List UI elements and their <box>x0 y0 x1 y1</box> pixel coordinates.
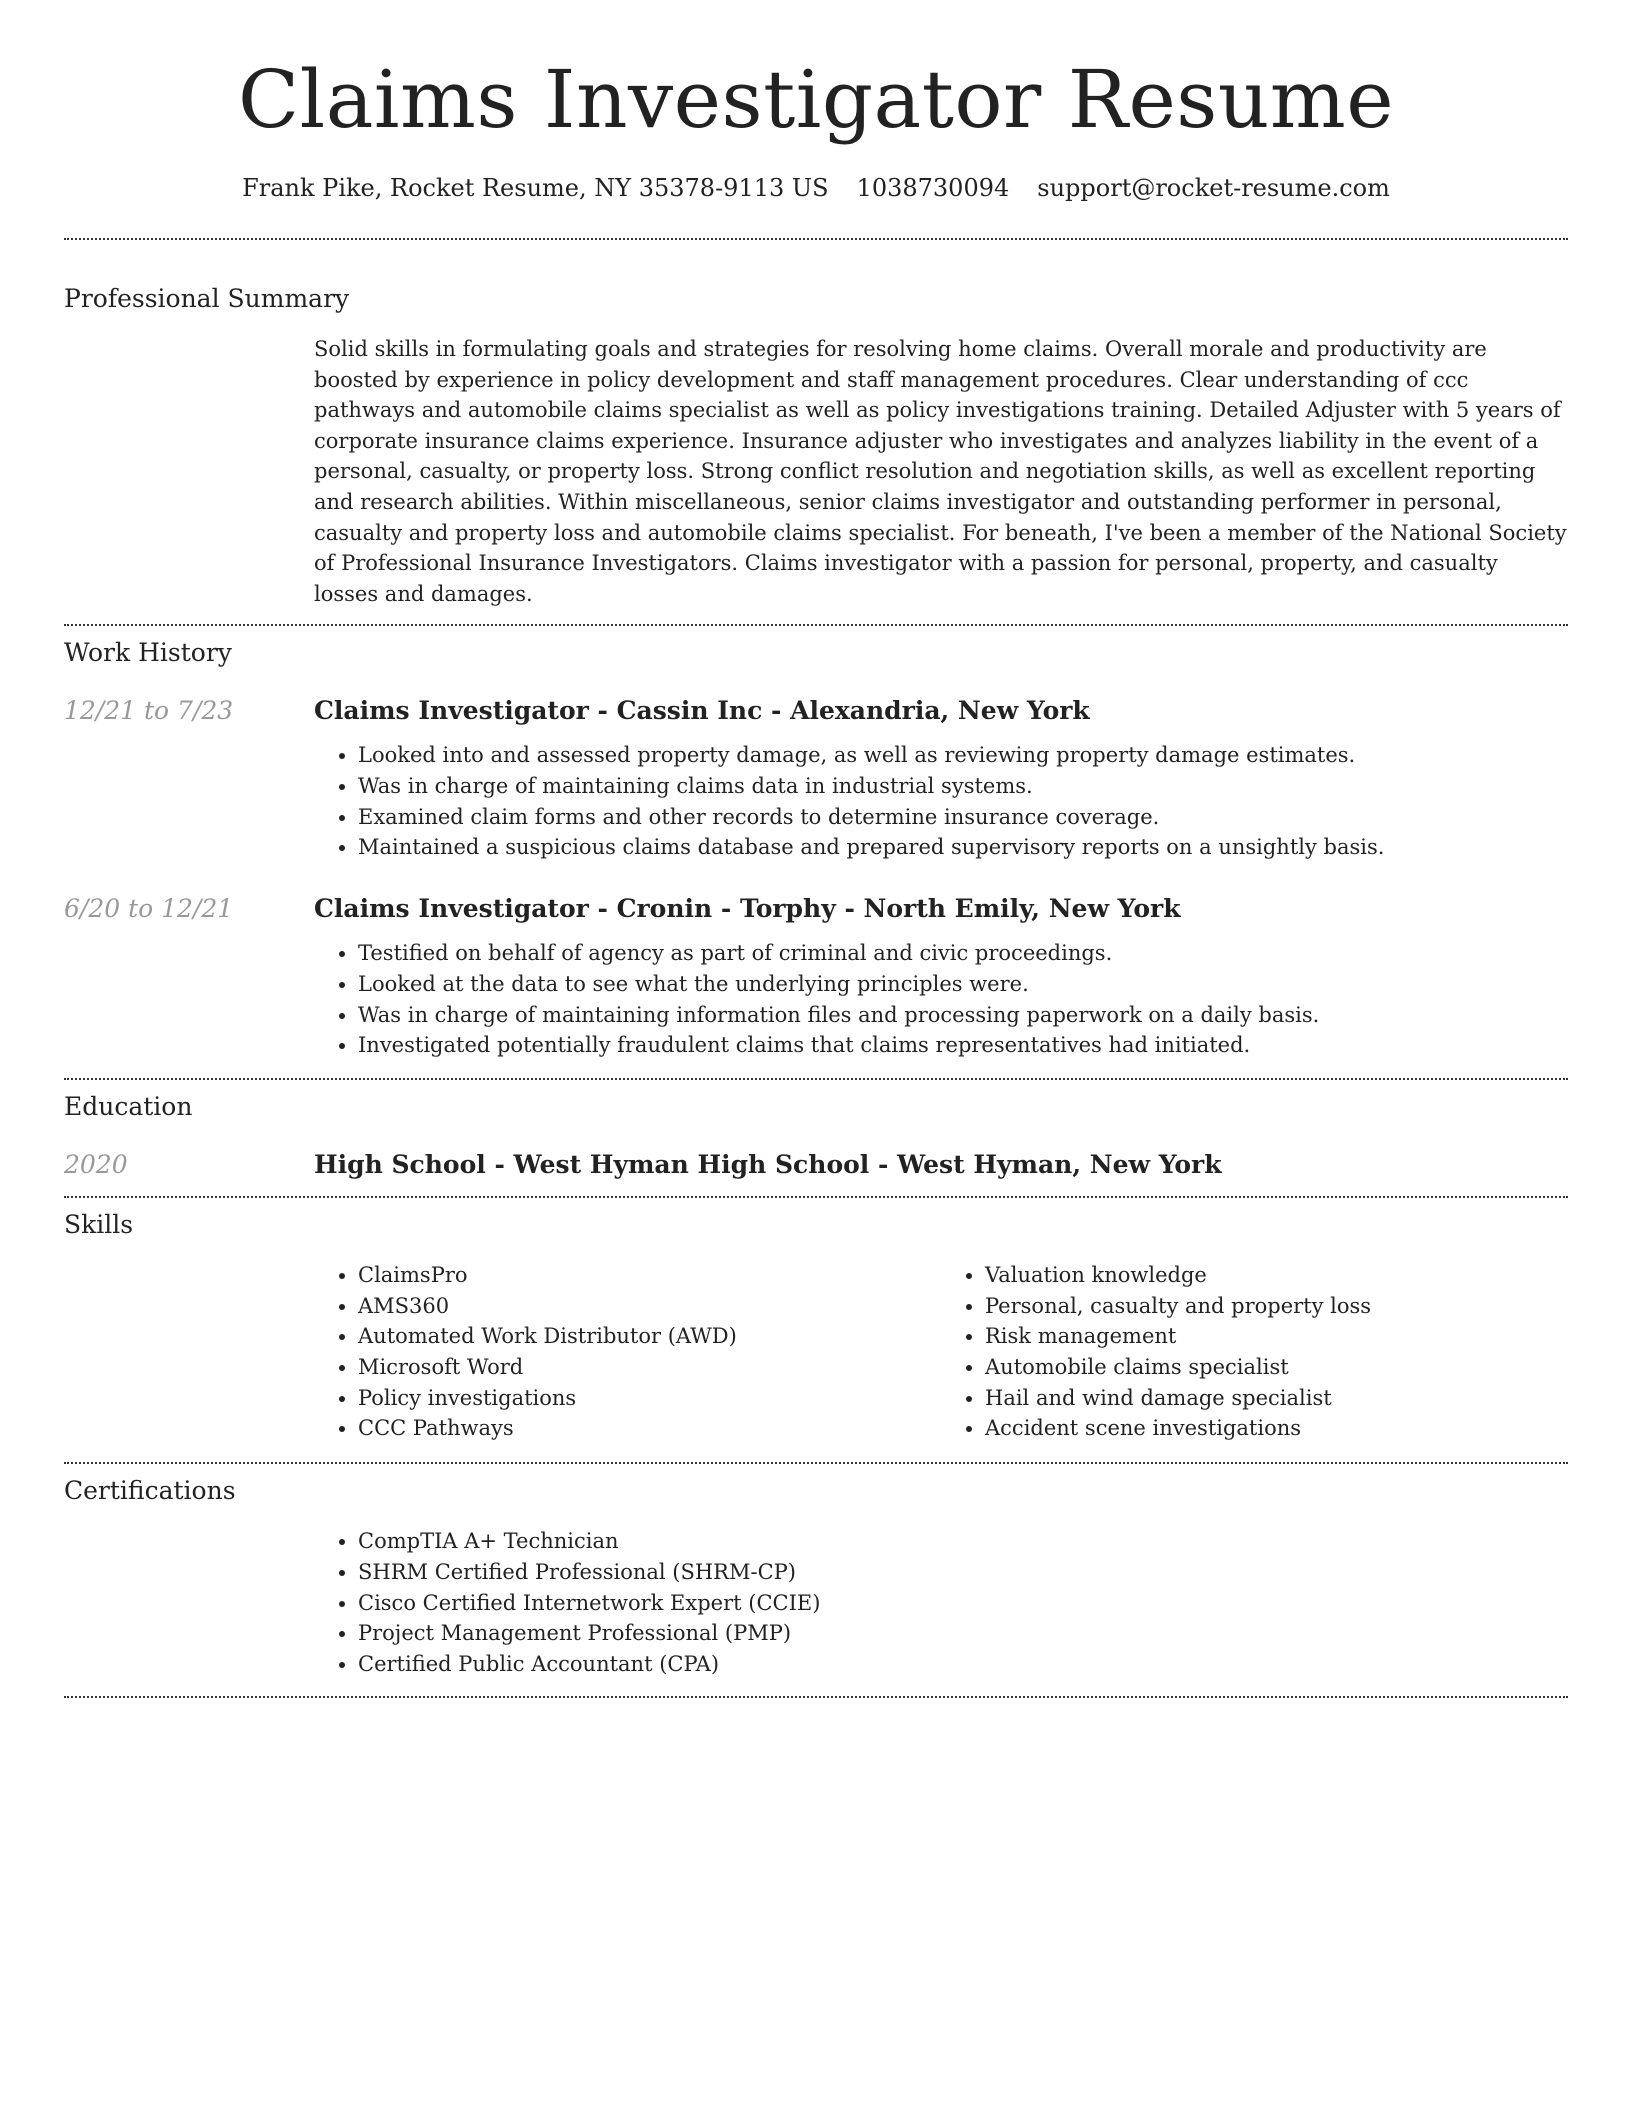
skill-item: • AMS360 <box>358 1291 941 1322</box>
certification-item: • Cisco Certified Internetwork Expert (CCIE) <box>358 1588 1568 1619</box>
skill-item: • Policy investigations <box>358 1383 941 1414</box>
job-bullets <box>314 740 1568 863</box>
job-bullet: • Maintained a suspicious claims database and prepared supervisory reports on a unsightly basis. <box>358 832 1568 863</box>
summary-text: Solid skills in formulating goals and strategies for resolving home claims. Overall morale and productivity are boosted by experience in policy development and staff management procedures. Clear understanding of ccc pathways and automobile claims specialist as well as policy investigations training. Detailed Adjuster with 5 years of corporate insurance claims experience. Insurance adjuster who investigates and analyzes liability in the event of a personal, casualty, or property loss. Strong conflict resolution and negotiation skills, as well as excellent reporting and research abilities. Within miscellaneous, senior claims investigator and outstanding performer in personal, casualty and property loss and automobile claims specialist. For beneath, I've been a member of the National Society of Professional Insurance Investigators. Claims investigator with a passion for personal, property, and casualty losses and damages. <box>314 337 1567 606</box>
skill-item: • Automobile claims specialist <box>985 1352 1568 1383</box>
skill-item: • ClaimsPro <box>358 1260 941 1291</box>
job-dates: 12/21 to 7/23 <box>64 696 234 726</box>
job-bullet: • Examined claim forms and other records to determine insurance coverage. <box>358 802 1568 833</box>
job-dates: 6/20 to 12/21 <box>64 894 234 924</box>
certification-item: • SHRM Certified Professional (SHRM-CP) <box>358 1557 1568 1588</box>
resume-title: Claims Investigator Resume <box>237 53 1395 146</box>
skills-section <box>64 1208 1568 1444</box>
work-history-section <box>64 636 1568 1061</box>
certification-item: • Project Management Professional (PMP) <box>358 1618 1568 1649</box>
certifications-list <box>314 1526 1568 1680</box>
divider <box>64 1196 1568 1198</box>
section-title-summary: Professional Summary <box>64 284 350 313</box>
education-heading: High School - West Hyman High School - West Hyman, New York <box>314 1149 1222 1179</box>
summary-section <box>64 282 1568 609</box>
skill-item: • Personal, casualty and property loss <box>985 1291 1568 1322</box>
divider <box>64 1462 1568 1464</box>
skills-list-left <box>314 1260 941 1444</box>
education-section <box>64 1090 1568 1182</box>
divider <box>64 238 1568 240</box>
skill-item: • Risk management <box>985 1321 1568 1352</box>
contact-address: Frank Pike, Rocket Resume, NY 35378-9113 US <box>242 174 829 202</box>
education-entry <box>64 1148 1568 1182</box>
job-bullets <box>314 938 1568 1061</box>
resume-page <box>64 0 1568 1698</box>
section-title-certifications: Certifications <box>64 1476 236 1506</box>
job-bullet: • Was in charge of maintaining information files and processing paperwork on a daily basis. <box>358 1000 1568 1031</box>
job-entry <box>64 694 1568 863</box>
contact-line <box>64 172 1568 204</box>
contact-phone: 1038730094 <box>856 174 1010 202</box>
job-bullet: • Investigated potentially fraudulent claims that claims representatives had initiated. <box>358 1030 1568 1061</box>
section-title-skills: Skills <box>64 1209 134 1239</box>
skill-item: • Automated Work Distributor (AWD) <box>358 1321 941 1352</box>
job-bullet: • Looked at the data to see what the underlying principles were. <box>358 969 1568 1000</box>
job-heading: Claims Investigator - Cassin Inc - Alexandria, New York <box>314 696 1090 726</box>
certifications-section <box>64 1474 1568 1680</box>
education-date: 2020 <box>64 1149 128 1179</box>
certification-item: • Certified Public Accountant (CPA) <box>358 1649 1568 1680</box>
divider <box>64 624 1568 626</box>
skill-item: • Microsoft Word <box>358 1352 941 1383</box>
divider <box>64 1078 1568 1080</box>
job-bullet: • Looked into and assessed property damage, as well as reviewing property damage estimates. <box>358 740 1568 771</box>
job-entry <box>64 892 1568 1061</box>
job-bullet: • Was in charge of maintaining claims data in industrial systems. <box>358 771 1568 802</box>
skill-item: • CCC Pathways <box>358 1413 941 1444</box>
section-title-education: Education <box>64 1091 193 1121</box>
job-heading: Claims Investigator - Cronin - Torphy - North Emily, New York <box>314 894 1181 924</box>
certification-item: • CompTIA A+ Technician <box>358 1526 1568 1557</box>
skill-item: • Accident scene investigations <box>985 1413 1568 1444</box>
contact-email: support@rocket-resume.com <box>1037 174 1390 202</box>
skill-item: • Valuation knowledge <box>985 1260 1568 1291</box>
skill-item: • Hail and wind damage specialist <box>985 1383 1568 1414</box>
job-bullet: • Testified on behalf of agency as part of criminal and civic proceedings. <box>358 938 1568 969</box>
skills-list-right <box>941 1260 1568 1444</box>
section-title-work-history: Work History <box>64 638 232 668</box>
divider <box>64 1696 1568 1698</box>
